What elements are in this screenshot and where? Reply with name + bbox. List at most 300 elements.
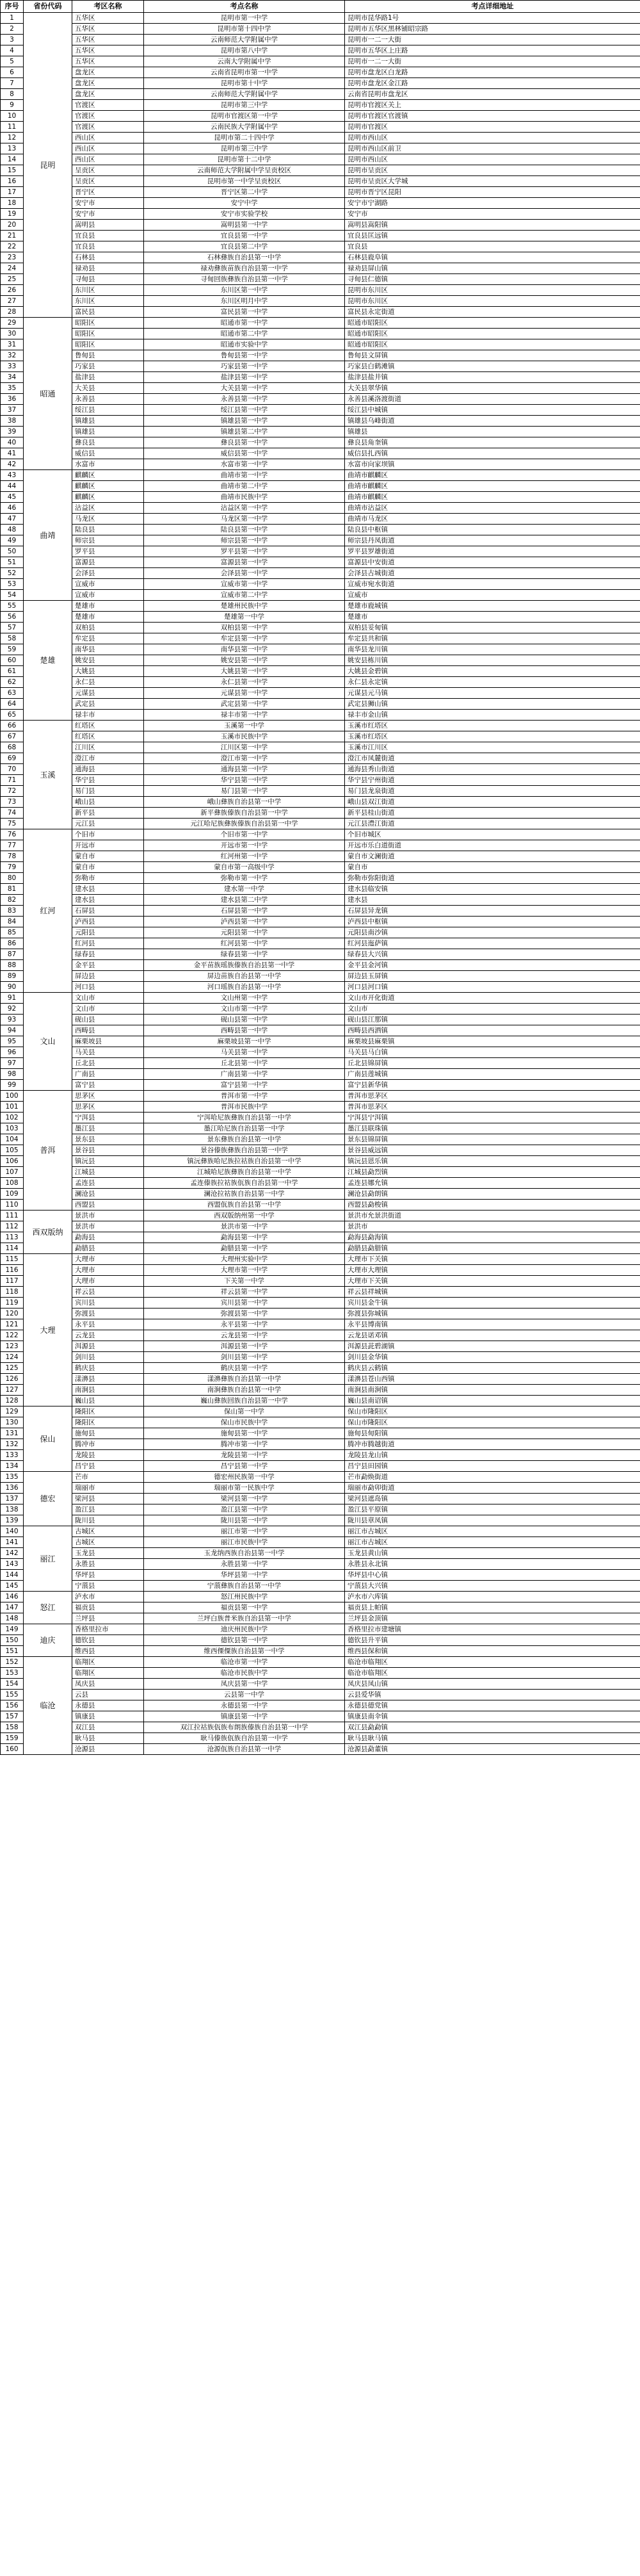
address-cell: 安宁市: [345, 209, 640, 220]
district-cell: 云龙县: [72, 1330, 144, 1341]
district-cell: 弥渡县: [72, 1308, 144, 1319]
city-cell: 西双版纳: [24, 1211, 72, 1254]
address-cell: 大姚县金碧镇: [345, 666, 640, 677]
district-cell: 红塔区: [72, 721, 144, 731]
venue-cell: 富民县第一中学: [144, 307, 345, 318]
table-row: [1, 1646, 640, 1657]
district-cell: 麒麟区: [72, 492, 144, 503]
district-cell: 镇雄县: [72, 427, 144, 437]
district-cell: 景东县: [72, 1134, 144, 1145]
venue-cell: 盐津县第一中学: [144, 372, 345, 383]
row-seq: 40: [1, 437, 24, 448]
district-cell: 西盟县: [72, 1200, 144, 1211]
district-cell: 易门县: [72, 786, 144, 797]
venue-cell: 寻甸回族彝族自治县第一中学: [144, 274, 345, 285]
row-seq: 128: [1, 1396, 24, 1406]
venue-cell: 景谷傣族彝族自治县第一中学: [144, 1145, 345, 1156]
row-seq: 67: [1, 731, 24, 742]
address-cell: 兰坪县金顶镇: [345, 1613, 640, 1624]
venue-cell: 禄丰市第一中学: [144, 710, 345, 721]
table-row: [1, 960, 640, 971]
row-seq: 48: [1, 525, 24, 535]
district-cell: 陇川县: [72, 1515, 144, 1526]
row-seq: 57: [1, 623, 24, 633]
address-cell: 金平县金河镇: [345, 960, 640, 971]
table-row: [1, 1559, 640, 1570]
address-cell: 曲靖市马龙区: [345, 514, 640, 525]
venue-cell: 陆良县第一中学: [144, 525, 345, 535]
row-seq: 131: [1, 1428, 24, 1439]
venue-cell: 墨江哈尼族自治县第一中学: [144, 1123, 345, 1134]
district-cell: 大理市: [72, 1265, 144, 1276]
address-cell: 腾冲市腾越街道: [345, 1439, 640, 1450]
table-row: [1, 1025, 640, 1036]
district-cell: 景洪市: [72, 1211, 144, 1221]
district-cell: 武定县: [72, 699, 144, 710]
table-row: [1, 263, 640, 274]
row-seq: 130: [1, 1417, 24, 1428]
address-cell: 玉龙县黄山镇: [345, 1548, 640, 1559]
row-seq: 91: [1, 993, 24, 1004]
address-cell: 昆明市一二一大街: [345, 56, 640, 67]
district-cell: 金平县: [72, 960, 144, 971]
row-seq: 34: [1, 372, 24, 383]
venue-cell: 易门县第一中学: [144, 786, 345, 797]
row-seq: 135: [1, 1472, 24, 1483]
row-seq: 79: [1, 862, 24, 873]
venue-cell: 昆明市第一中学: [144, 13, 345, 24]
district-cell: 禄劝县: [72, 263, 144, 274]
table-row: [1, 405, 640, 416]
address-cell: 镇雄县: [345, 427, 640, 437]
district-cell: 东川区: [72, 285, 144, 296]
district-cell: 彝良县: [72, 437, 144, 448]
district-cell: 华宁县: [72, 775, 144, 786]
city-cell: 曲靖: [24, 470, 72, 601]
table-row: [1, 1102, 640, 1113]
table-row: [1, 100, 640, 111]
table-row: [1, 1254, 640, 1265]
address-cell: 麻栗坡县麻栗镇: [345, 1036, 640, 1047]
row-seq: 92: [1, 1004, 24, 1015]
row-seq: 104: [1, 1134, 24, 1145]
table-row: [1, 906, 640, 917]
venue-cell: 昆明市第十中学: [144, 78, 345, 89]
district-cell: 陆良县: [72, 525, 144, 535]
address-cell: 昆明市西山区前卫: [345, 143, 640, 154]
venue-cell: 大理州实验中学: [144, 1254, 345, 1265]
district-cell: 华坪县: [72, 1570, 144, 1581]
table-row: [1, 917, 640, 927]
header-venue: 考点名称: [144, 1, 345, 13]
venue-cell: 昭通市实验中学: [144, 339, 345, 350]
row-seq: 129: [1, 1406, 24, 1417]
row-seq: 69: [1, 753, 24, 764]
row-seq: 58: [1, 633, 24, 644]
district-cell: 古城区: [72, 1526, 144, 1537]
row-seq: 55: [1, 601, 24, 612]
row-seq: 39: [1, 427, 24, 437]
district-cell: 凤庆县: [72, 1679, 144, 1690]
district-cell: 宣威市: [72, 590, 144, 601]
address-cell: 师宗县丹凤街道: [345, 535, 640, 546]
address-cell: 武定县狮山镇: [345, 699, 640, 710]
address-cell: 景洪市允景洪街道: [345, 1211, 640, 1221]
table-row: [1, 111, 640, 122]
address-cell: 祥云县祥城镇: [345, 1287, 640, 1298]
address-cell: 曲靖市麒麟区: [345, 470, 640, 481]
district-cell: 马龙区: [72, 514, 144, 525]
row-seq: 115: [1, 1254, 24, 1265]
address-cell: 文山市开化街道: [345, 993, 640, 1004]
address-cell: 富源县中安街道: [345, 557, 640, 568]
table-row: [1, 1178, 640, 1189]
venue-cell: 永仁县第一中学: [144, 677, 345, 688]
table-row: [1, 350, 640, 361]
district-cell: 腾冲市: [72, 1439, 144, 1450]
address-cell: 双江县勐勐镇: [345, 1722, 640, 1733]
address-cell: 绿春县大兴镇: [345, 949, 640, 960]
venue-cell: 瑞丽市第一民族中学: [144, 1483, 345, 1494]
district-cell: 昭阳区: [72, 318, 144, 329]
table-row: [1, 1624, 640, 1635]
table-row: [1, 372, 640, 383]
address-cell: 云县爱华镇: [345, 1690, 640, 1700]
row-seq: 158: [1, 1722, 24, 1733]
table-row: [1, 252, 640, 263]
city-cell: 文山: [24, 993, 72, 1091]
district-cell: 施甸县: [72, 1428, 144, 1439]
table-row: [1, 1004, 640, 1015]
venue-cell: 泸西县第一中学: [144, 917, 345, 927]
district-cell: 文山市: [72, 1004, 144, 1015]
row-seq: 82: [1, 895, 24, 906]
district-cell: 漾濞县: [72, 1374, 144, 1385]
row-seq: 53: [1, 579, 24, 590]
table-row: [1, 1232, 640, 1243]
row-seq: 137: [1, 1494, 24, 1504]
table-row: [1, 176, 640, 187]
district-cell: 罗平县: [72, 546, 144, 557]
venue-cell: 巍山彝族回族自治县第一中学: [144, 1396, 345, 1406]
district-cell: 禄丰市: [72, 710, 144, 721]
table-row: [1, 416, 640, 427]
row-seq: 145: [1, 1581, 24, 1592]
district-cell: 沧源县: [72, 1744, 144, 1755]
district-cell: 安宁市: [72, 209, 144, 220]
table-row: [1, 949, 640, 960]
address-cell: 凤庆县凤山镇: [345, 1679, 640, 1690]
venue-cell: 迪庆州民族中学: [144, 1624, 345, 1635]
row-seq: 13: [1, 143, 24, 154]
venue-cell: 宜良县第二中学: [144, 241, 345, 252]
district-cell: 盘龙区: [72, 67, 144, 78]
table-row: [1, 13, 640, 24]
row-seq: 60: [1, 655, 24, 666]
table-row: [1, 198, 640, 209]
row-seq: 151: [1, 1646, 24, 1657]
district-cell: 江川区: [72, 742, 144, 753]
address-cell: 昆明市晋宁区昆阳: [345, 187, 640, 198]
row-seq: 125: [1, 1363, 24, 1374]
table-row: [1, 612, 640, 623]
row-seq: 142: [1, 1548, 24, 1559]
table-row: [1, 296, 640, 307]
table-row: [1, 884, 640, 895]
district-cell: 西山区: [72, 154, 144, 165]
venue-cell: 弥渡县第一中学: [144, 1308, 345, 1319]
venue-cell: 昆明市第一中学呈贡校区: [144, 176, 345, 187]
address-cell: 石屏县异龙镇: [345, 906, 640, 917]
row-seq: 14: [1, 154, 24, 165]
address-cell: 江城县勐烈镇: [345, 1167, 640, 1178]
row-seq: 37: [1, 405, 24, 416]
address-cell: 丽江市古城区: [345, 1537, 640, 1548]
address-cell: 建水县临安镇: [345, 884, 640, 895]
district-cell: 隆阳区: [72, 1417, 144, 1428]
district-cell: 古城区: [72, 1537, 144, 1548]
venue-cell: 文山市第一中学: [144, 1004, 345, 1015]
address-cell: 开远市乐白道街道: [345, 840, 640, 851]
district-cell: 镇康县: [72, 1711, 144, 1722]
row-seq: 120: [1, 1308, 24, 1319]
address-cell: 镇康县南伞镇: [345, 1711, 640, 1722]
venue-cell: 临沧市民族中学: [144, 1668, 345, 1679]
district-cell: 五华区: [72, 56, 144, 67]
district-cell: 富宁县: [72, 1080, 144, 1091]
row-seq: 46: [1, 503, 24, 514]
address-cell: 普洱市思茅区: [345, 1091, 640, 1102]
table-row: [1, 329, 640, 339]
district-cell: 广南县: [72, 1069, 144, 1080]
row-seq: 74: [1, 808, 24, 819]
row-seq: 140: [1, 1526, 24, 1537]
venue-cell: 华宁县第一中学: [144, 775, 345, 786]
table-row: [1, 546, 640, 557]
table-row: [1, 361, 640, 372]
row-seq: 59: [1, 644, 24, 655]
venue-cell: 嵩明县第一中学: [144, 220, 345, 231]
address-cell: 双柏县妥甸镇: [345, 623, 640, 633]
venue-cell: 楚雄第一中学: [144, 612, 345, 623]
city-cell: 楚雄: [24, 601, 72, 721]
venue-cell: 洱源县第一中学: [144, 1341, 345, 1352]
district-cell: 永平县: [72, 1319, 144, 1330]
address-cell: 巍山县南诏镇: [345, 1396, 640, 1406]
row-seq: 75: [1, 819, 24, 829]
table-row: [1, 1200, 640, 1211]
table-row: [1, 927, 640, 938]
venue-cell: 石林彝族自治县第一中学: [144, 252, 345, 263]
address-cell: 镇沅县恩乐镇: [345, 1156, 640, 1167]
district-cell: 宁洱县: [72, 1113, 144, 1123]
city-cell: 普洱: [24, 1091, 72, 1211]
row-seq: 88: [1, 960, 24, 971]
district-cell: 水富市: [72, 459, 144, 470]
district-cell: 西山区: [72, 143, 144, 154]
district-cell: 永仁县: [72, 677, 144, 688]
row-seq: 109: [1, 1189, 24, 1200]
venue-cell: 晋宁区第二中学: [144, 187, 345, 198]
address-cell: 瑞丽市勐卯街道: [345, 1483, 640, 1494]
venue-cell: 牟定县第一中学: [144, 633, 345, 644]
address-cell: 普洱市思茅区: [345, 1102, 640, 1113]
district-cell: 思茅区: [72, 1091, 144, 1102]
district-cell: 勐腊县: [72, 1243, 144, 1254]
address-cell: 易门县龙泉街道: [345, 786, 640, 797]
table-row: [1, 1308, 640, 1319]
row-seq: 117: [1, 1276, 24, 1287]
table-row: [1, 1602, 640, 1613]
venue-cell: 宾川县第一中学: [144, 1298, 345, 1308]
venue-cell: 江川区第一中学: [144, 742, 345, 753]
table-row: [1, 165, 640, 176]
row-seq: 123: [1, 1341, 24, 1352]
district-cell: 西山区: [72, 133, 144, 143]
row-seq: 2: [1, 24, 24, 35]
address-cell: 楚雄市: [345, 612, 640, 623]
table-row: [1, 1396, 640, 1406]
district-cell: 麻栗坡县: [72, 1036, 144, 1047]
row-seq: 35: [1, 383, 24, 394]
table-row: [1, 1635, 640, 1646]
table-row: [1, 307, 640, 318]
district-cell: 祥云县: [72, 1287, 144, 1298]
district-cell: 大理市: [72, 1254, 144, 1265]
row-seq: 138: [1, 1504, 24, 1515]
district-cell: 沾益区: [72, 503, 144, 514]
venue-cell: 大姚县第一中学: [144, 666, 345, 677]
district-cell: 麒麟区: [72, 481, 144, 492]
district-cell: 个旧市: [72, 829, 144, 840]
district-cell: 呈贡区: [72, 165, 144, 176]
table-row: [1, 89, 640, 100]
address-cell: 宾川县金牛镇: [345, 1298, 640, 1308]
table-row: [1, 1592, 640, 1602]
district-cell: 香格里拉市: [72, 1624, 144, 1635]
venue-cell: 弥勒市第一中学: [144, 873, 345, 884]
row-seq: 122: [1, 1330, 24, 1341]
row-seq: 156: [1, 1700, 24, 1711]
address-cell: 广南县莲城镇: [345, 1069, 640, 1080]
row-seq: 11: [1, 122, 24, 133]
table-row: [1, 1221, 640, 1232]
header-district: 考区名称: [72, 1, 144, 13]
city-cell: 德宏: [24, 1472, 72, 1526]
address-cell: 沧源县勐董镇: [345, 1744, 640, 1755]
address-cell: 永平县博南镇: [345, 1319, 640, 1330]
table-row: [1, 557, 640, 568]
venue-cell: 陇川县第一中学: [144, 1515, 345, 1526]
table-row: [1, 241, 640, 252]
table-row: [1, 1504, 640, 1515]
header-row: [1, 1, 640, 13]
district-cell: 丘北县: [72, 1058, 144, 1069]
table-row: [1, 579, 640, 590]
address-cell: 梁河县遮岛镇: [345, 1494, 640, 1504]
venue-cell: 金平苗族瑶族傣族自治县第一中学: [144, 960, 345, 971]
row-seq: 85: [1, 927, 24, 938]
venue-cell: 临沧市第一中学: [144, 1657, 345, 1668]
row-seq: 70: [1, 764, 24, 775]
venue-cell: 禄劝彝族苗族自治县第一中学: [144, 263, 345, 274]
row-seq: 18: [1, 198, 24, 209]
venue-cell: 安宁市实验学校: [144, 209, 345, 220]
city-cell: 临沧: [24, 1657, 72, 1755]
row-seq: 116: [1, 1265, 24, 1276]
row-seq: 132: [1, 1439, 24, 1450]
venue-cell: 昌宁县第一中学: [144, 1461, 345, 1472]
table-row: [1, 56, 640, 67]
district-cell: 大关县: [72, 383, 144, 394]
venue-cell: 鲁甸县第一中学: [144, 350, 345, 361]
address-cell: 鹤庆县云鹤镇: [345, 1363, 640, 1374]
table-row: [1, 688, 640, 699]
address-cell: 昌宁县田园镇: [345, 1461, 640, 1472]
venue-cell: 凤庆县第一中学: [144, 1679, 345, 1690]
table-row: [1, 45, 640, 56]
district-cell: 大理市: [72, 1276, 144, 1287]
district-cell: 五华区: [72, 13, 144, 24]
address-cell: 嵩明县嵩阳镇: [345, 220, 640, 231]
venue-cell: 绥江县第一中学: [144, 405, 345, 416]
row-seq: 62: [1, 677, 24, 688]
address-cell: 石林县鹿阜镇: [345, 252, 640, 263]
district-cell: 元谋县: [72, 688, 144, 699]
address-cell: 楚雄市鹿城镇: [345, 601, 640, 612]
address-cell: 文山市: [345, 1004, 640, 1015]
venue-cell: 云县第一中学: [144, 1690, 345, 1700]
address-cell: 通海县秀山街道: [345, 764, 640, 775]
table-row: [1, 742, 640, 753]
table-row: [1, 1417, 640, 1428]
district-cell: 隆阳区: [72, 1406, 144, 1417]
table-row: [1, 1123, 640, 1134]
address-cell: 曲靖市沾益区: [345, 503, 640, 514]
address-cell: 昆明市呈贡区大学城: [345, 176, 640, 187]
venue-cell: 宁蒗彝族自治县第一中学: [144, 1581, 345, 1592]
table-row: [1, 1526, 640, 1537]
district-cell: 建水县: [72, 895, 144, 906]
row-seq: 101: [1, 1102, 24, 1113]
venue-cell: 东川区明月中学: [144, 296, 345, 307]
table-row: [1, 1385, 640, 1396]
table-row: [1, 1058, 640, 1069]
row-seq: 27: [1, 296, 24, 307]
district-cell: 西畴县: [72, 1025, 144, 1036]
venue-cell: 建水第一中学: [144, 884, 345, 895]
city-cell: 玉溪: [24, 721, 72, 829]
table-row: [1, 568, 640, 579]
address-cell: 镇雄县乌峰街道: [345, 416, 640, 427]
table-row: [1, 78, 640, 89]
row-seq: 47: [1, 514, 24, 525]
table-row: [1, 1406, 640, 1417]
row-seq: 110: [1, 1200, 24, 1211]
venue-cell: 永善县第一中学: [144, 394, 345, 405]
table-row: [1, 1515, 640, 1526]
address-cell: 洱源县茈碧湖镇: [345, 1341, 640, 1352]
row-seq: 12: [1, 133, 24, 143]
row-seq: 25: [1, 274, 24, 285]
district-cell: 安宁市: [72, 198, 144, 209]
address-cell: 昭通市昭阳区: [345, 318, 640, 329]
venue-cell: 红河州第一中学: [144, 851, 345, 862]
table-row: [1, 1015, 640, 1025]
row-seq: 89: [1, 971, 24, 982]
address-cell: 巧家县白鹤滩镇: [345, 361, 640, 372]
table-row: [1, 938, 640, 949]
